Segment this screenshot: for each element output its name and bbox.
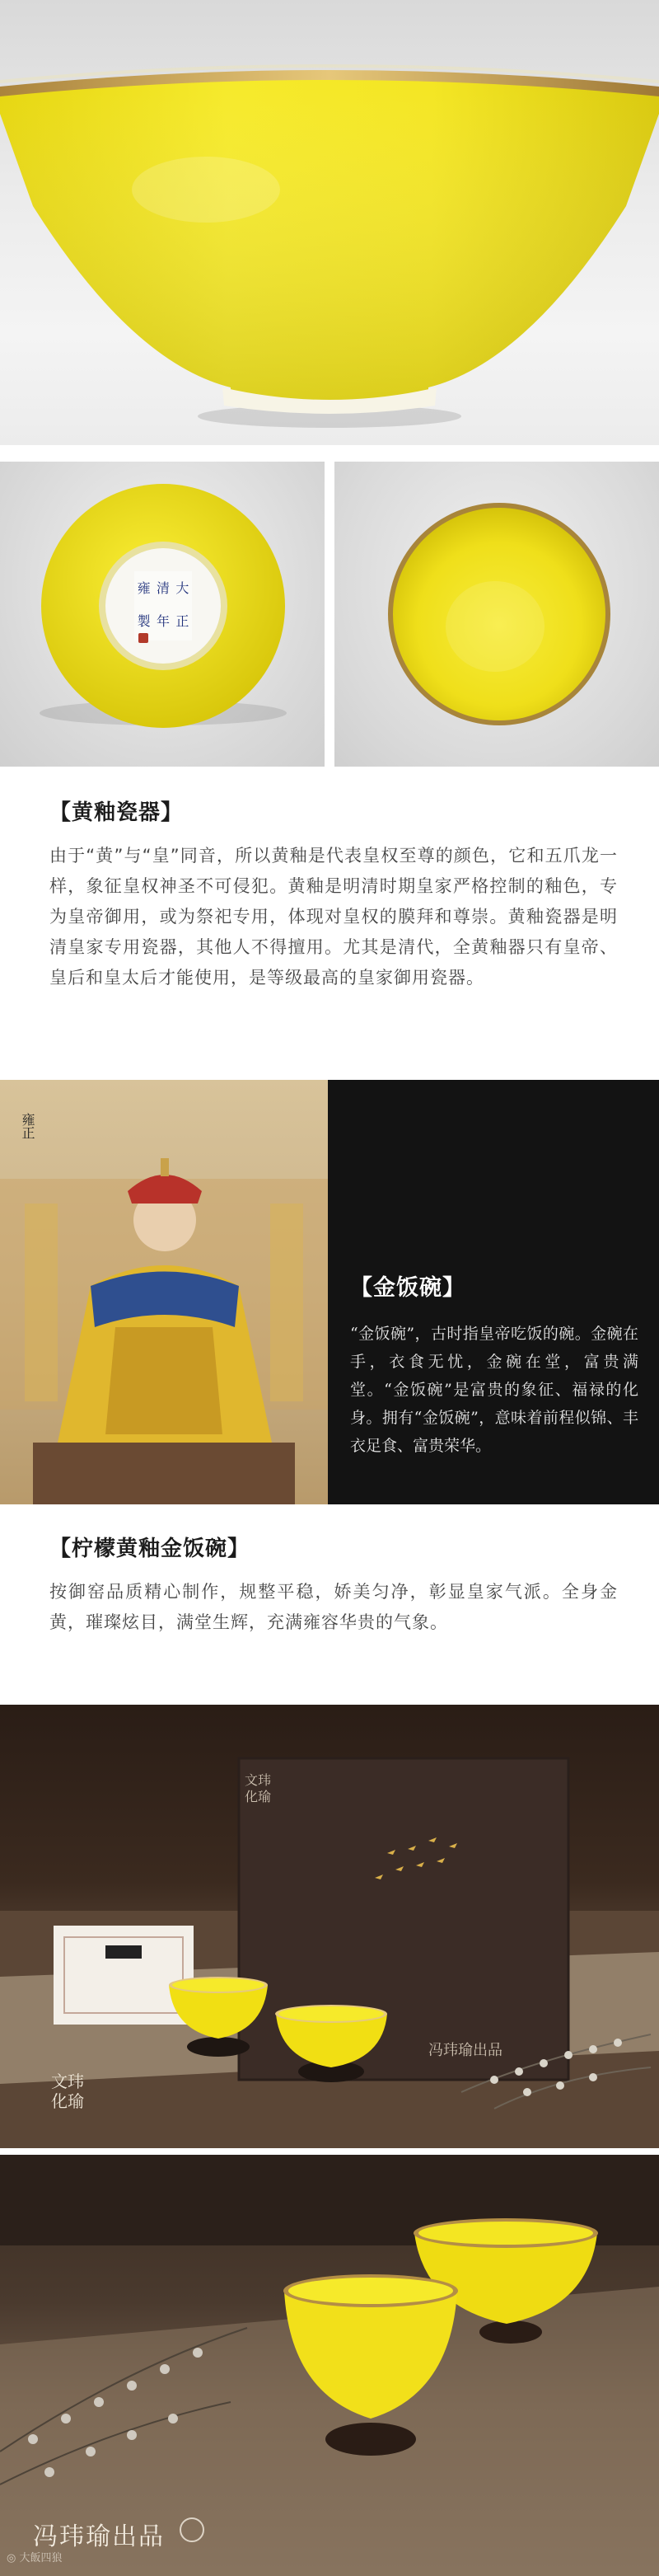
yellow-glaze-section [49,795,618,993]
bowl-pair-photo [0,2155,659,2576]
bowl-base-photo [0,462,325,767]
emperor-portrait-illustration [0,1080,328,1504]
gift-set-illustration [0,1705,659,2148]
reign-mark-char: 大 [175,580,189,596]
bowl-detail-row [0,462,659,767]
yellow-bowl-illustration [0,0,659,445]
bowl-interior-photo [334,462,659,767]
stamp-icon [180,2517,204,2542]
emperor-portrait [0,1080,328,1504]
watermark-icon: ◎ [7,2552,20,2564]
section-heading: 【金饭碗】 [350,1275,465,1301]
section-heading: 【柠檬黄釉金饭碗】 [49,1537,250,1561]
section-body: 由于“黄”与“皇”同音，所以黄釉是代表皇权至尊的颜色，它和五爪龙一样，象征皇权神圣不可侵犯。黄釉是明清时期皇家严格控制的釉色，专为皇帝御用，或为祭祀专用，体现对皇权的膜拜和尊崇。黄釉瓷器是明清皇家专用瓷器，其他人不得擅用。尤其是清代，全黄釉器只有皇帝、皇后和皇太后才能使用，是等级最高的皇家御用瓷器。 [49,846,618,988]
section-body: 按御窑品质精心制作，规整平稳，娇美匀净，彰显皇家气派。全身金黄，璀璨炫目，满堂生辉，充满雍容华贵的气象。 [49,1582,618,1632]
box-logo-line: 化瑜 [245,1789,272,1804]
reign-mark-char: 清 [157,580,171,596]
portrait-inscription: 雍正 [20,1113,35,1139]
hero-bowl-photo [0,0,659,445]
watermark-text: 大飯四狼 [19,2552,63,2564]
section-body: “金饭碗”，古时指皇帝吃饭的碗。金碗在手，衣食无忧，金碗在堂，富贵满堂。“金饭碗”是富贵的象征、福禄的化身。拥有“金饭碗”，意味着前程似锦、丰衣足食、富贵荣华。 [350,1325,638,1455]
reign-mark-char: 年 [157,613,171,629]
reign-mark [134,573,192,639]
photo-logo [51,2072,84,2111]
box-logo-line: 文玮 [245,1772,272,1788]
photo-logo-line: 文玮 [51,2072,84,2091]
bottom-signature: 冯玮瑜出品 [33,2522,165,2551]
bowl-pair-illustration [0,2155,659,2576]
gift-set-photo [0,1705,659,2148]
lemon-bowl-section [49,1532,618,1638]
gold-bowl-text [350,1269,638,1460]
photo-logo-line: 化瑜 [51,2091,84,2111]
reign-mark-char: 正 [175,613,189,629]
gold-bowl-section [0,1080,659,1504]
reign-mark-char: 製 [137,613,151,629]
box-footer-text: 冯玮瑜出品 [428,2042,502,2059]
box-logo [245,1772,271,1805]
bowl-interior-illustration [334,462,659,767]
social-watermark [7,2549,63,2564]
reign-mark-char: 雍 [137,580,151,596]
section-heading: 【黄釉瓷器】 [49,800,184,825]
red-seal-icon [138,633,148,643]
